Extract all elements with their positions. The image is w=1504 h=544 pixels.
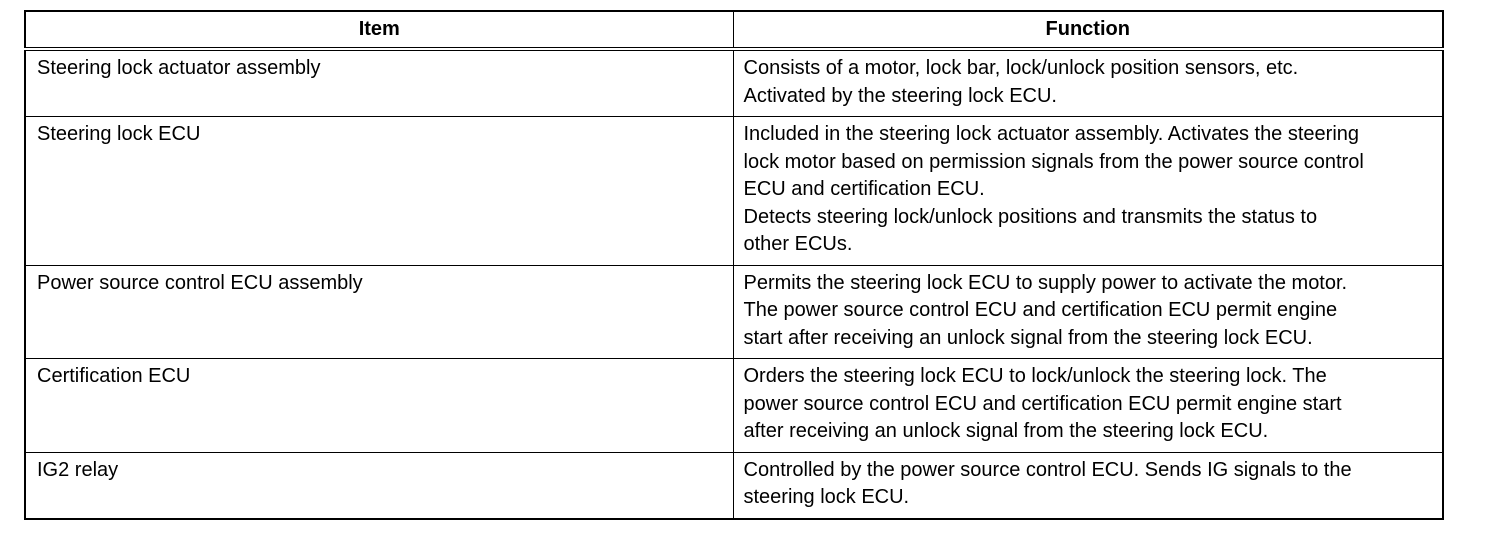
function-line: ECU and certification ECU. (743, 178, 985, 200)
component-function-table (24, 10, 1444, 520)
table-row (25, 117, 1443, 266)
item-cell: IG2 relay (25, 452, 733, 519)
function-line: Permits the steering lock ECU to supply power to activate the motor. (743, 271, 1348, 294)
item-cell: Steering lock actuator assembly (25, 49, 733, 117)
table-row (25, 359, 1443, 453)
function-line: steering lock ECU. (743, 486, 910, 508)
function-line: start after receiving an unlock signal from the steering lock ECU. (743, 326, 1313, 349)
table-header-row (25, 11, 1443, 49)
function-line: power source control ECU and certification ECU permit engine start (743, 392, 1342, 415)
function-cell (733, 265, 1443, 359)
table-row (25, 452, 1443, 519)
item-cell: Steering lock ECU (25, 117, 733, 266)
function-line: other ECUs. (743, 233, 853, 255)
function-line: Detects steering lock/unlock positions and transmits the status to (743, 205, 1318, 228)
function-cell (733, 117, 1443, 266)
function-cell (733, 49, 1443, 117)
function-cell (733, 452, 1443, 519)
table-row (25, 265, 1443, 359)
item-cell: Power source control ECU assembly (25, 265, 733, 359)
function-line: after receiving an unlock signal from the steering lock ECU. (743, 420, 1269, 442)
column-header-item: Item (25, 11, 733, 49)
function-line: lock motor based on permission signals from the power source control (743, 150, 1364, 173)
item-cell: Certification ECU (25, 359, 733, 453)
column-header-function: Function (733, 11, 1443, 49)
function-line: Activated by the steering lock ECU. (743, 84, 1057, 107)
function-line: Consists of a motor, lock bar, lock/unlock position sensors, etc. (743, 57, 1299, 79)
function-cell (733, 359, 1443, 453)
table-row (25, 49, 1443, 117)
function-line: The power source control ECU and certification ECU permit engine (743, 299, 1338, 321)
function-line: Controlled by the power source control ECU. Sends IG signals to the (743, 458, 1352, 481)
function-line: Included in the steering lock actuator assembly. Activates the steering (743, 123, 1360, 145)
function-line: Orders the steering lock ECU to lock/unlock the steering lock. The (743, 365, 1327, 387)
